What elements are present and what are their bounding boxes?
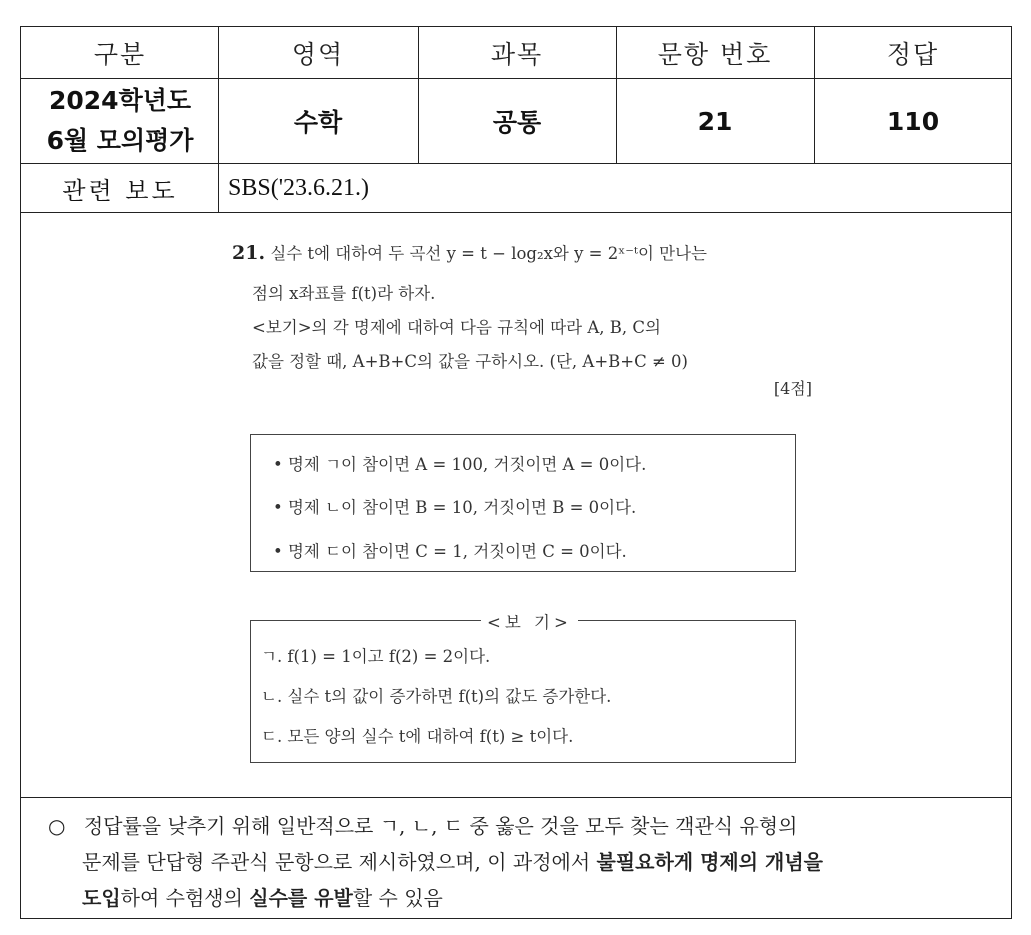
column-divider xyxy=(218,26,219,213)
note-line-2 xyxy=(48,844,998,880)
review-note xyxy=(48,808,998,916)
note-emphasis-1: 불필요하게 명제의 개념을 xyxy=(596,850,823,874)
note-text-4: 할 수 있음 xyxy=(352,886,443,910)
note-text-2: 문제를 단답형 주관식 문항으로 제시하였으며, 이 과정에서 xyxy=(82,850,597,874)
related-report-label: 관련 보도 xyxy=(62,176,178,205)
bogi-item-2: ㄴ. 실수 t의 값이 증가하면 f(t)의 값도 증가한다. xyxy=(261,687,612,706)
note-emphasis-3: 실수를 유발 xyxy=(249,886,353,910)
bogi-item-3: ㄷ. 모든 양의 실수 t에 대하여 f(t) ≥ t이다. xyxy=(261,727,574,746)
note-emphasis-2: 도입 xyxy=(82,886,121,910)
subject-value: 공통 xyxy=(492,108,542,137)
header-category: 구분 xyxy=(93,40,147,69)
header-subject: 과목 xyxy=(490,40,544,69)
column-divider xyxy=(616,26,617,164)
exam-name xyxy=(22,80,218,162)
note-bullet: ○ xyxy=(48,814,66,838)
problem-number: 21. xyxy=(232,242,266,264)
header-answer: 정답 xyxy=(886,40,940,69)
column-divider xyxy=(814,26,815,164)
points-label: [4점] xyxy=(773,379,812,398)
rule-c: • 명제 ㄷ이 참이면 C = 1, 거짓이면 C = 0이다. xyxy=(273,542,627,561)
rules-box xyxy=(250,434,796,572)
answer-value: 110 xyxy=(886,106,940,136)
header-question-number: 문항 번호 xyxy=(657,40,773,69)
problem-text-1: 실수 t에 대하여 두 곡선 y = t − log₂x와 y = 2ˣ⁻ᵗ이 만나는 xyxy=(270,244,707,263)
bogi-item-1: ㄱ. f(1) = 1이고 f(2) = 2이다. xyxy=(261,647,491,666)
row-divider xyxy=(20,797,1012,798)
header-area: 영역 xyxy=(291,40,345,69)
note-line-1 xyxy=(48,808,998,844)
row-divider xyxy=(20,78,1012,79)
bogi-box xyxy=(250,613,796,763)
note-text-1: 정답률을 낮추기 위해 일반적으로 ㄱ, ㄴ, ㄷ 중 옳은 것을 모두 찾는 객관식 유형의 xyxy=(83,814,798,838)
problem-line-1 xyxy=(232,240,707,264)
note-text-3: 하여 수험생의 xyxy=(120,886,250,910)
exam-name-line2: 6월 모의평가 xyxy=(46,126,194,155)
note-line-3 xyxy=(48,880,998,916)
related-report-value: SBS('23.6.21.) xyxy=(228,174,370,201)
rule-a: • 명제 ㄱ이 참이면 A = 100, 거짓이면 A = 0이다. xyxy=(273,455,647,474)
rule-b: • 명제 ㄴ이 참이면 B = 10, 거짓이면 B = 0이다. xyxy=(273,498,637,517)
question-number-value: 21 xyxy=(697,106,733,136)
problem-line-3: <보기>의 각 명제에 대하여 다음 규칙에 따라 A, B, C의 xyxy=(252,318,661,337)
problem-block xyxy=(232,232,812,782)
row-divider xyxy=(20,163,1012,164)
area-value: 수학 xyxy=(293,108,343,137)
column-divider xyxy=(418,26,419,164)
problem-line-2: 점의 x좌표를 f(t)라 하자. xyxy=(252,284,436,303)
bogi-title: <보 기> xyxy=(481,609,578,633)
exam-name-line1: 2024학년도 xyxy=(48,86,192,115)
row-divider xyxy=(20,212,1012,213)
problem-line-4: 값을 정할 때, A+B+C의 값을 구하시오. (단, A+B+C ≠ 0) xyxy=(252,352,688,371)
